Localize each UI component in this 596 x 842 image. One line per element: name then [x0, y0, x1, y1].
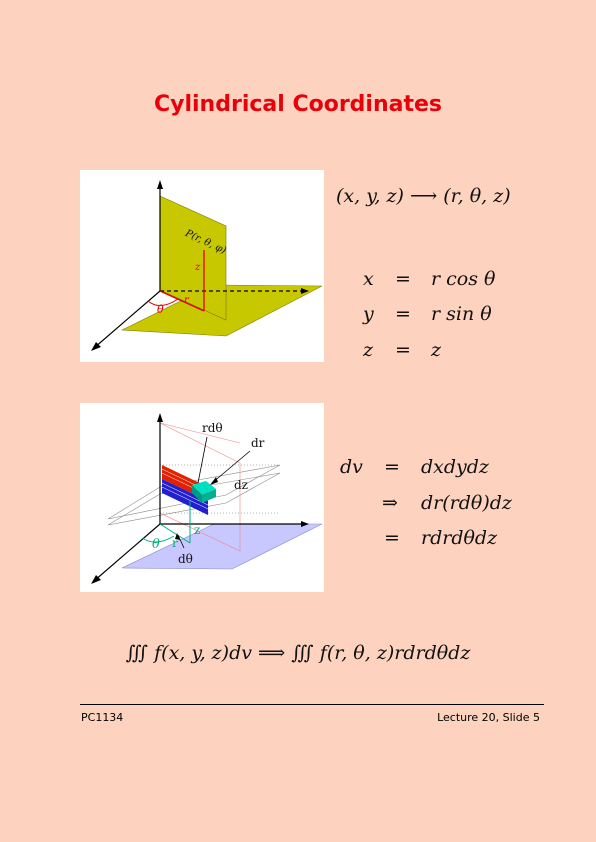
slide-title: Cylindrical Coordinates — [153, 92, 442, 117]
point-label: P(r, θ, φ) — [183, 228, 228, 257]
volume-rhs: dxdydz — [421, 456, 489, 478]
dz-label: dz — [234, 478, 249, 492]
dr-label: dr — [251, 436, 265, 450]
coordinate-mapping: (x, y, z) ⟶ (r, θ, z) — [336, 185, 511, 207]
vertical-half-plane — [160, 196, 226, 320]
volume-op: = — [384, 456, 400, 478]
r-label: r — [184, 295, 189, 306]
cylindrical-coordinates-figure — [80, 170, 324, 362]
volume-lhs: dv — [340, 456, 363, 478]
conversion-lhs: y — [363, 303, 374, 325]
theta-label: θ — [157, 303, 164, 316]
conversion-lhs: x — [363, 268, 374, 290]
conversion-lhs: z — [363, 339, 374, 361]
conversion-rhs: r sin θ — [431, 303, 492, 325]
volume-rhs: dr(rdθ)dz — [421, 492, 512, 514]
r-label: r — [172, 536, 178, 550]
footer-slide: Lecture 20, Slide 5 — [437, 711, 540, 724]
footer-course: PC1134 — [81, 711, 124, 724]
conversion-rhs: r cos θ — [431, 268, 496, 290]
volume-op: ⇒ — [382, 492, 398, 514]
volume-element-figure — [80, 403, 324, 592]
volume-rhs: rdrdθdz — [421, 527, 498, 549]
dtheta-label: dθ — [178, 552, 193, 566]
z-label: z — [195, 262, 201, 273]
footer-rule — [80, 704, 544, 705]
rdtheta-label: rdθ — [202, 421, 223, 435]
z-label: z — [194, 523, 201, 537]
conversion-rhs: z — [431, 339, 442, 361]
theta-label: θ — [152, 537, 160, 552]
volume-op: = — [384, 527, 400, 549]
conversion-op: = — [395, 303, 411, 325]
triple-integral: ∭ f(x, y, z)dv ⟹ ∭ f(r, θ, z)rdrdθdz — [125, 642, 471, 664]
conversion-op: = — [395, 339, 411, 361]
conversion-op: = — [395, 268, 411, 290]
